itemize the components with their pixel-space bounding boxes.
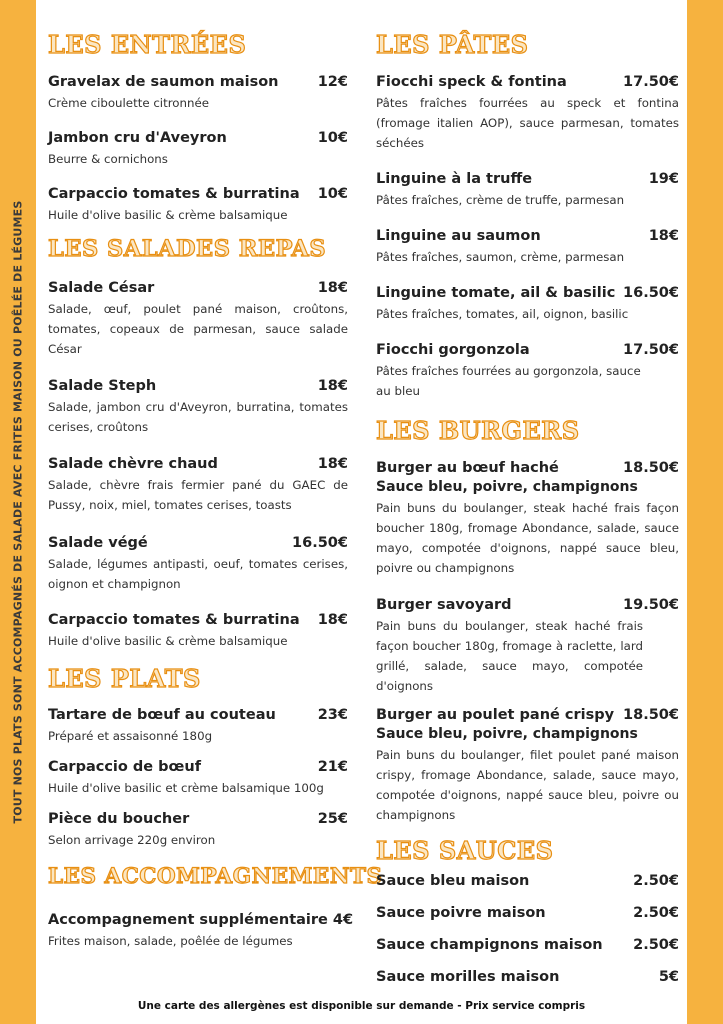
item-price: 17.50€ [623, 342, 679, 358]
item-name: Tartare de bœuf au couteau [48, 707, 276, 723]
item-name: Fiocchi speck & fontina [376, 74, 567, 90]
item-description: Crème ciboulette citronnée [48, 96, 209, 110]
menu-item [48, 186, 348, 225]
menu-item [376, 937, 679, 953]
item-description: Pain buns du boulanger, filet poulet pané maison crispy, fromage Abondance, salade, sauce mayo, compotée d'oignons, nappé sauce bleu, poivre ou champignons [376, 748, 679, 822]
item-name: Salade chèvre chaud [48, 456, 218, 472]
menu-item [48, 535, 348, 594]
item-name: Fiocchi gorgonzola [376, 342, 530, 358]
section-title-sauces: LES SAUCES [376, 836, 554, 865]
item-name: Sauce bleu maison [376, 873, 530, 889]
menu-item [376, 342, 679, 401]
item-description: Selon arrivage 220g environ [48, 833, 216, 847]
item-price: 2.50€ [633, 873, 679, 889]
item-name: Linguine au saumon [376, 228, 541, 244]
section-title-accompagnements: LES ACCOMPAGNEMENTS [48, 864, 383, 889]
item-name: Accompagnement supplémentaire [48, 912, 328, 928]
item-description: Salade, légumes antipasti, oeuf, tomates cerises, oignon et champignon [48, 557, 348, 591]
section-title-pates: LES PÂTES [376, 30, 529, 59]
menu-item [48, 74, 348, 113]
item-description: Frites maison, salade, poêlée de légumes [48, 934, 293, 948]
item-price: 17.50€ [623, 74, 679, 90]
menu-item [48, 378, 348, 437]
item-name: Pièce du boucher [48, 811, 190, 827]
item-price: 21€ [317, 759, 348, 775]
menu-item [376, 707, 679, 825]
item-price: 16.50€ [623, 285, 679, 301]
item-price: 18.50€ [623, 707, 679, 723]
item-name: Carpaccio de bœuf [48, 759, 202, 775]
menu-item [48, 612, 348, 651]
item-price: 10€ [317, 130, 348, 146]
item-price: 19.50€ [623, 597, 679, 613]
item-name: Carpaccio tomates & burratina [48, 186, 300, 202]
item-name: Burger au bœuf haché [376, 460, 559, 476]
item-description: Huile d'olive basilic et crème balsamique 100g [48, 781, 324, 795]
menu-item [376, 873, 679, 889]
item-price: 10€ [317, 186, 348, 202]
item-description: Salade, jambon cru d'Aveyron, burratina, tomates cerises, croûtons [48, 400, 348, 434]
item-name: Gravelax de saumon maison [48, 74, 279, 90]
menu-item [376, 597, 679, 696]
item-name: Linguine à la truffe [376, 171, 533, 187]
item-price: 18€ [648, 228, 679, 244]
item-description: Préparé et assaisonné 180g [48, 729, 213, 743]
side-note: TOUT NOS PLATS SONT ACCOMPAGNÉS DE SALADE AVEC FRITES MAISON OU POÊLÉE DE LÉGUMES [11, 200, 25, 824]
menu-item [376, 285, 679, 324]
item-price: 5€ [658, 969, 679, 985]
menu-item [376, 171, 679, 210]
item-name: Sauce poivre maison [376, 905, 546, 921]
item-name: Carpaccio tomates & burratina [48, 612, 300, 628]
item-name: Sauce champignons maison [376, 937, 603, 953]
item-name: Linguine tomate, ail & basilic [376, 285, 616, 301]
menu-item [48, 912, 354, 951]
item-name: Jambon cru d'Aveyron [48, 130, 227, 146]
item-price: 23€ [317, 707, 348, 723]
item-description: Pain buns du boulanger, steak haché frais façon boucher 180g, fromage Abondance, salade, sauce mayo, compotée d'oignons, nappé sauce bleu, poivre ou champignons [376, 501, 679, 575]
section-title-plats: LES PLATS [48, 664, 201, 693]
item-description: Pâtes fraîches fourrées au speck et fontina (fromage italien AOP), sauce parmesan, tomates séchées [376, 96, 679, 150]
item-description: Huile d'olive basilic & crème balsamique [48, 208, 288, 222]
item-price: 18€ [317, 456, 348, 472]
item-price: 18€ [317, 612, 348, 628]
item-price: 18€ [317, 280, 348, 296]
section-title-burgers: LES BURGERS [376, 416, 580, 445]
item-name: Burger au poulet pané crispy [376, 707, 615, 723]
item-price: 18.50€ [623, 460, 679, 476]
item-price: 16.50€ [292, 535, 348, 551]
menu-item [376, 969, 679, 985]
item-name: Salade Steph [48, 378, 157, 394]
menu-item [48, 130, 348, 169]
item-description: Salade, chèvre frais fermier pané du GAEC de Pussy, noix, miel, tomates cerises, toasts [48, 478, 348, 512]
menu-item [376, 460, 679, 578]
item-price: 12€ [317, 74, 348, 90]
item-price: 18€ [317, 378, 348, 394]
item-description: Pâtes fraîches, saumon, crème, parmesan [376, 250, 625, 264]
item-name: Salade végé [48, 535, 148, 551]
item-description: Pâtes fraîches fourrées au gorgonzola, sauce au bleu [376, 364, 641, 398]
menu-item [376, 228, 679, 267]
item-price: 4€ [332, 912, 354, 928]
item-price: 19€ [648, 171, 679, 187]
item-price: 25€ [317, 811, 348, 827]
menu-item [48, 280, 348, 359]
menu-item [376, 905, 679, 921]
item-description: Pain buns du boulanger, steak haché frais façon boucher 180g, fromage à raclette, lard grillé, salade, sauce mayo, compotée d'oignons [376, 619, 643, 693]
item-description: Beurre & cornichons [48, 152, 168, 166]
item-name: Salade César [48, 280, 155, 296]
item-price: 2.50€ [633, 937, 679, 953]
menu-item [376, 74, 679, 153]
item-name: Burger savoyard [376, 597, 512, 613]
item-description: Huile d'olive basilic & crème balsamique [48, 634, 288, 648]
item-subtitle: Sauce bleu, poivre, champignons [376, 479, 638, 495]
item-description: Pâtes fraîches, crème de truffe, parmesan [376, 193, 625, 207]
menu-item [48, 707, 348, 746]
section-title-salades: LES SALADES REPAS [48, 236, 327, 262]
menu-item [48, 759, 348, 798]
item-name: Sauce morilles maison [376, 969, 560, 985]
menu-item [48, 456, 348, 515]
footer-note: Une carte des allergènes est disponible sur demande - Prix service compris [137, 1000, 586, 1012]
item-price: 2.50€ [633, 905, 679, 921]
item-description: Salade, œuf, poulet pané maison, croûtons, tomates, copeaux de parmesan, sauce salade César [48, 302, 348, 356]
item-subtitle: Sauce bleu, poivre, champignons [376, 726, 638, 742]
item-description: Pâtes fraîches, tomates, ail, oignon, basilic [376, 307, 629, 321]
section-title-entrees: LES ENTRÉES [48, 30, 247, 59]
menu-item [48, 811, 348, 850]
